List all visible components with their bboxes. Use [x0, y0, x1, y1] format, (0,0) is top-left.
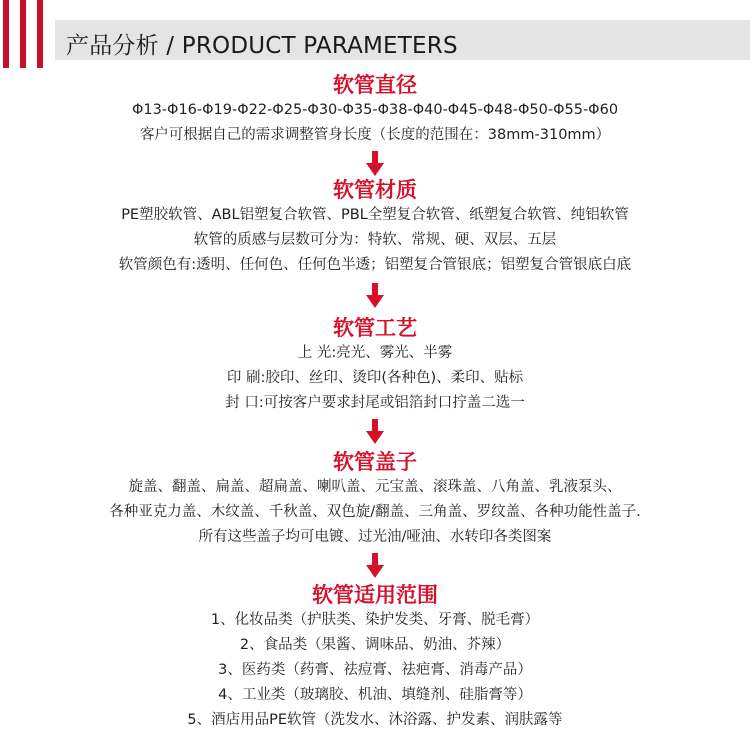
- section-line: 旋盖、翻盖、扁盖、超扁盖、喇叭盖、元宝盖、滚珠盖、八角盖、乳液泵头、: [128, 479, 622, 495]
- section-line: 软管颜色有:透明、任何色、任何色半透；铝塑复合管银底；铝塑复合管银底白底: [118, 257, 632, 273]
- section-applications: [0, 582, 750, 733]
- section-line: 各种亚克力盖、木纹盖、千秋盖、双色旋/翻盖、三角盖、罗纹盖、各种功能性盖子.: [109, 504, 641, 520]
- section-line: 所有这些盖子均可电镀、过光油/哑油、水转印各类图案: [198, 529, 552, 545]
- section-line: 1、化妆品类（护肤类、染护发类、牙膏、脱毛膏）: [210, 612, 540, 628]
- section-line: 3、医药类（药膏、祛痘膏、祛疤膏、消毒产品）: [218, 662, 532, 678]
- section-line: Φ13-Φ16-Φ19-Φ22-Φ25-Φ30-Φ35-Φ38-Φ40-Φ45-Φ48-Φ50-Φ55-Φ60: [131, 102, 619, 118]
- section-process: [0, 315, 750, 416]
- section-material: [0, 177, 750, 278]
- section-line: 上 光:亮光、雾光、半雾: [297, 345, 453, 361]
- section-caps: [0, 449, 750, 550]
- section-line: 软管的质感与层数可分为：特软、常规、硬、双层、五层: [193, 232, 557, 248]
- section-line: 印 刷:胶印、丝印、烫印(各种色)、柔印、贴标: [226, 370, 524, 386]
- section-line: PE塑胶软管、ABL铝塑复合软管、PBL全塑复合软管、纸塑复合软管、纯铝软管: [121, 207, 629, 223]
- header-stripe: [20, 0, 26, 68]
- down-arrow-icon: [366, 419, 384, 445]
- section-title: 软管材质: [333, 178, 417, 202]
- section-title: 软管工艺: [333, 316, 417, 340]
- section-line: 封 口:可按客户要求封尾或铝箔封口拧盖二选一: [225, 395, 525, 411]
- page-header: [0, 0, 750, 68]
- page-title: 产品分析 / PRODUCT PARAMETERS: [66, 33, 458, 59]
- section-line: 4、工业类（玻璃胶、机油、填缝剂、硅脂膏等）: [218, 687, 532, 703]
- down-arrow-icon: [366, 283, 384, 309]
- section-title: 软管直径: [333, 73, 417, 97]
- section-diameter: [0, 72, 750, 148]
- down-arrow-icon: [366, 151, 384, 177]
- section-line: 客户可根据自己的需求调整管身长度（长度的范围在：38mm-310mm）: [139, 127, 611, 143]
- header-stripe: [3, 0, 9, 68]
- down-arrow-icon: [366, 553, 384, 579]
- section-line: 5、酒店用品PE软管（洗发水、沐浴露、护发素、润肤露等: [187, 712, 563, 728]
- section-title: 软管盖子: [333, 450, 417, 474]
- header-stripe: [37, 0, 43, 68]
- section-line: 2、食品类（果酱、调味品、奶油、芥辣）: [239, 637, 511, 653]
- section-title: 软管适用范围: [312, 583, 438, 607]
